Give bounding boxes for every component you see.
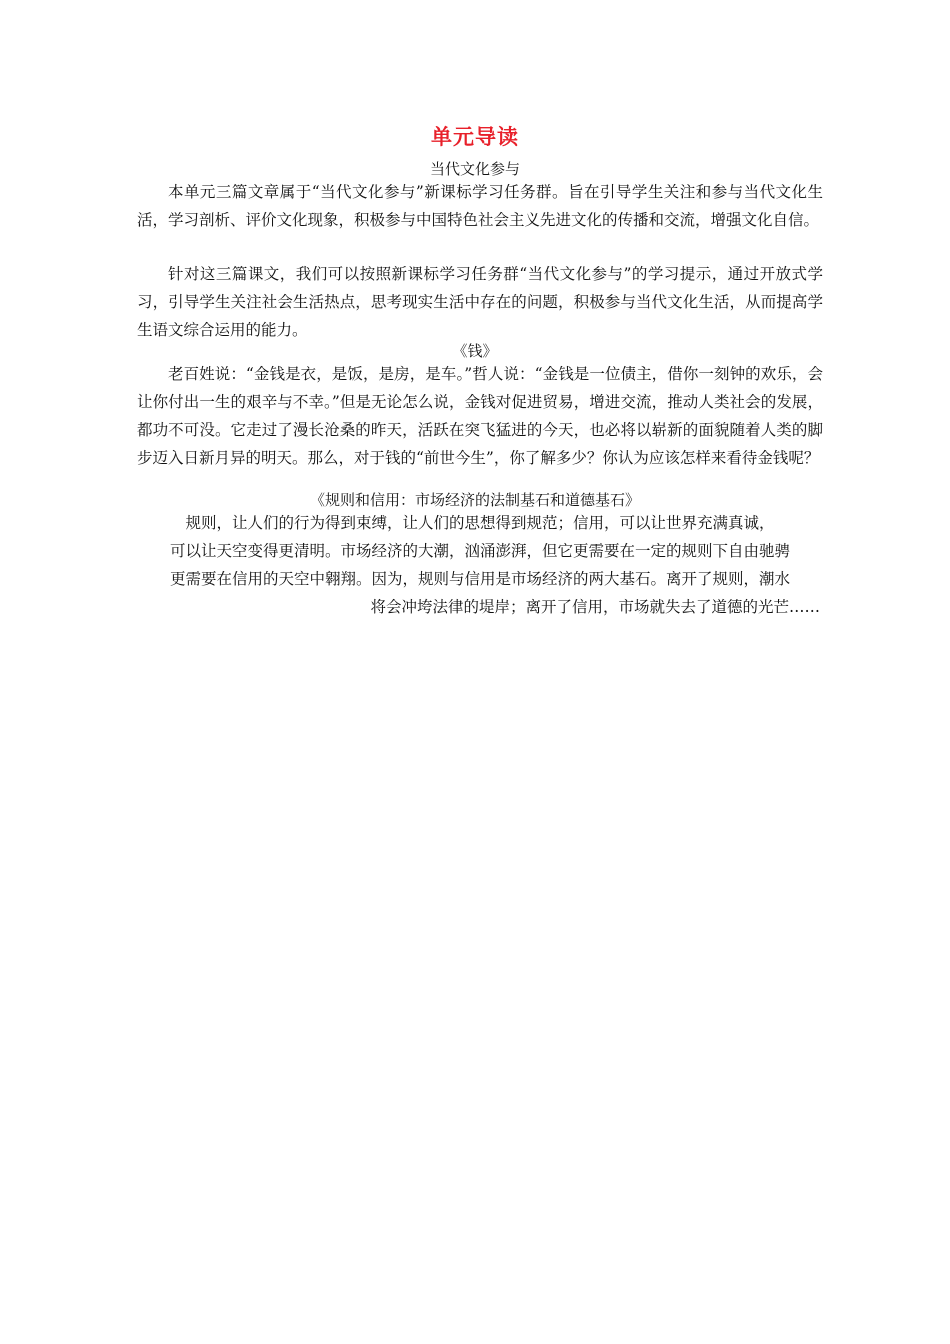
body-line: 更需要在信用的天空中翱翔。因为，规则与信用是市场经济的两大基石。离开了规则，潮水 bbox=[169, 570, 790, 588]
page-title: 单元导读 bbox=[431, 124, 519, 149]
intro-paragraph-2: 针对这三篇课文，我们可以按照新课标学习任务群“当代文化参与”的学习提示，通过开放式学习，引导学生关注社会生活热点，思考现实生活中存在的问题，积极参与当代文化生活，从而提高学生语文综合运用的能力。 bbox=[137, 265, 823, 339]
page-subtitle: 当代文化参与 bbox=[429, 160, 520, 178]
section-heading-rules-credit: 《规则和信用：市场经济的法制基石和道德基石》 bbox=[309, 491, 640, 509]
intro-paragraph-1: 本单元三篇文章属于“当代文化参与”新课标学习任务群。旨在引导学生关注和参与当代文化生活，学习剖析、评价文化现象，积极参与中国特色社会主义先进文化的传播和交流，增强文化自信。 bbox=[137, 183, 823, 229]
body-line: 可以让天空变得更清明。市场经济的大潮，汹涌澎湃，但它更需要在一定的规则下自由驰骋 bbox=[169, 542, 790, 560]
section-body-money: 老百姓说：“金钱是衣，是饭，是房，是车。”哲人说：“金钱是一位债主，借你一刻钟的欢乐，会让你付出一生的艰辛与不幸。”但是无论怎么说，金钱对促进贸易，增进交流，推动人类社会的发展，都功不可没。它走过了漫长沧桑的昨天，活跃在突飞猛进的今天，也必将以崭新的面貌随着人类的脚步迈入日新月异的明天。那么，对于钱的“前世今生”，你了解多少？你认为应该怎样来看待金钱呢？ bbox=[137, 365, 823, 467]
section-body-rules-credit bbox=[140, 509, 820, 621]
body-line: 规则，让人们的行为得到束缚，让人们的思想得到规范；信用，可以让世界充满真诚， bbox=[185, 514, 775, 532]
body-line: 将会冲垮法律的堤岸；离开了信用，市场就失去了道德的光芒…… bbox=[370, 598, 820, 616]
section-heading-money: 《钱》 bbox=[452, 342, 498, 360]
